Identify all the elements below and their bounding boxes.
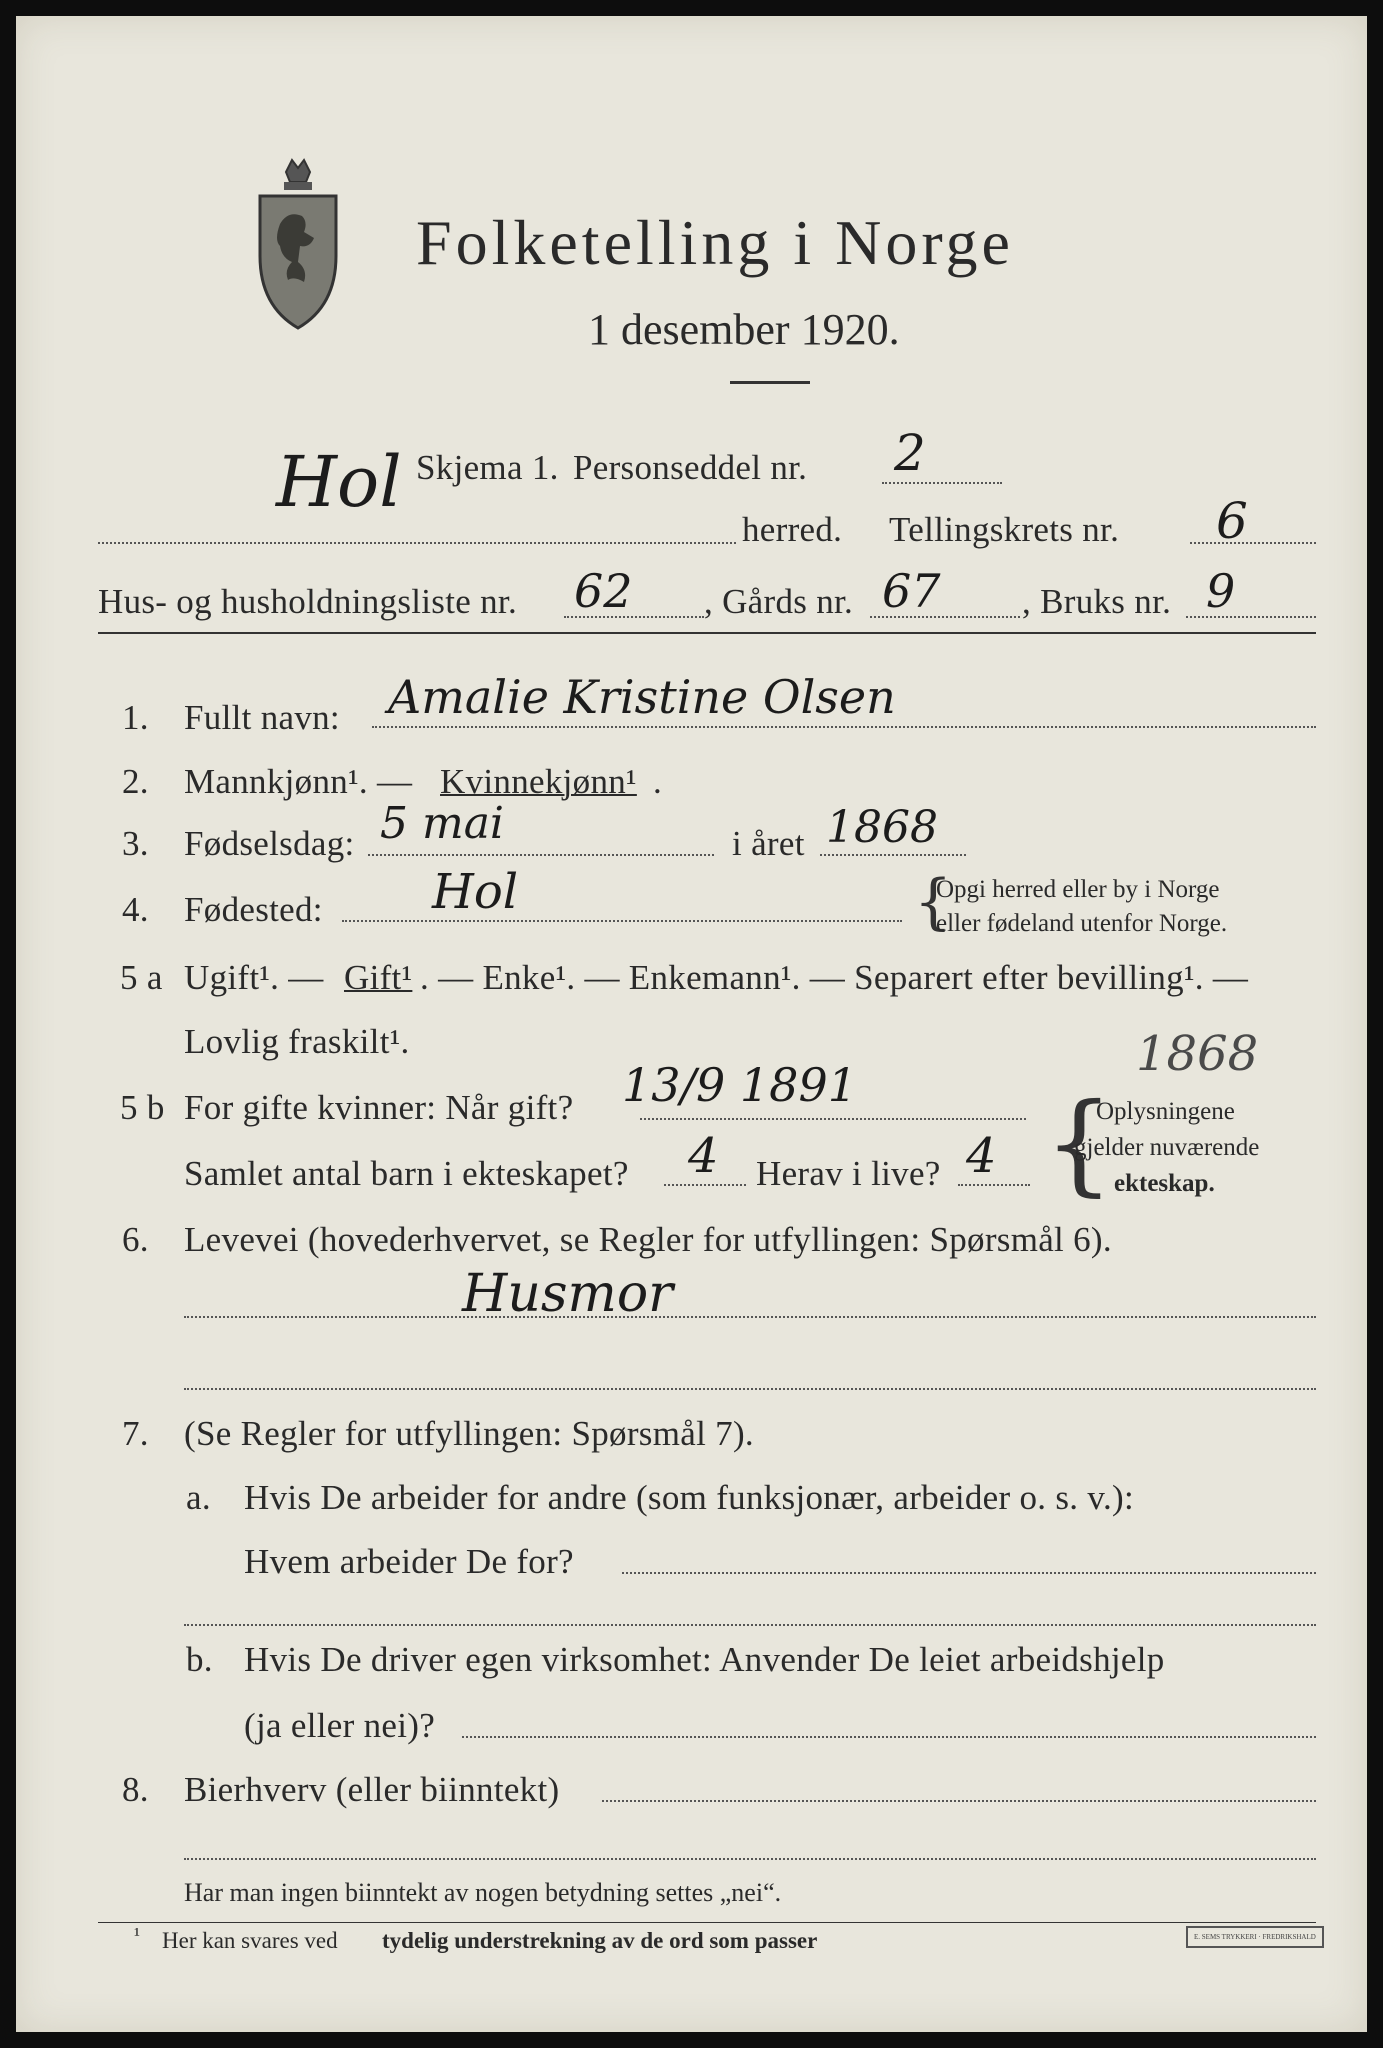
q5a-rest: . — Enke¹. — Enkemann¹. — Separert efter bevilling¹. — — [420, 958, 1249, 997]
q3-aret-line — [820, 854, 966, 856]
q5b-number: 5 b — [120, 1088, 165, 1127]
q7a-text: Hvis De arbeider for andre (som funksjonær, arbeider o. s. v.): — [244, 1478, 1134, 1517]
q7b-text: Hvis De driver egen virksomhet: Anvender De leiet arbeidshjelp — [244, 1640, 1165, 1679]
q7a-line-1 — [622, 1572, 1316, 1574]
q5b-line — [640, 1118, 1026, 1120]
q5b-brace: { — [1044, 1079, 1114, 1207]
personseddel-label: Personseddel nr. — [573, 448, 808, 487]
q7a-line-2 — [184, 1624, 1316, 1626]
q5b-barn-label: Samlet antal barn i ekteskapet? — [184, 1154, 629, 1193]
q7b-question: (ja eller nei)? — [244, 1706, 436, 1745]
q4-value[interactable]: Hol — [432, 864, 519, 920]
q5b-live-line — [958, 1184, 1030, 1186]
form-title: Folketelling i Norge — [416, 207, 1014, 278]
q5b-live-label: Herav i live? — [756, 1154, 941, 1193]
q1-line — [372, 726, 1316, 728]
herred-value[interactable]: Hol — [276, 441, 402, 523]
q5b-barn-value[interactable]: 4 — [688, 1128, 719, 1184]
census-date: 1 desember 1920. — [588, 305, 900, 354]
q5b-live-value[interactable]: 4 — [966, 1128, 997, 1184]
tellingskrets-value[interactable]: 6 — [1216, 492, 1248, 550]
footnote-text-b: tydelig understrekning av de ord som passer — [382, 1928, 818, 1953]
q5b-note-3: ekteskap. — [1114, 1170, 1215, 1197]
q1-number: 1. — [122, 698, 149, 737]
q5b-margin-note: 1868 — [1136, 1026, 1259, 1082]
gards-value[interactable]: 67 — [882, 564, 941, 618]
printer-stamp: E. SEMS TRYKKERI · FREDRIKSHALD — [1186, 1926, 1324, 1948]
footnote-text-a: Her kan svares ved — [162, 1928, 338, 1953]
q2-mann: Mannkjønn¹. — — [184, 762, 413, 801]
q5b-note-2: gjelder nuværende — [1074, 1134, 1260, 1161]
census-form-page — [16, 16, 1367, 2032]
q4-number: 4. — [122, 890, 149, 929]
herred-line — [98, 542, 736, 544]
bruks-label: , Bruks nr. — [1022, 582, 1172, 621]
skjema-label: Skjema 1. — [416, 448, 559, 487]
q3-value[interactable]: 5 mai — [380, 798, 505, 849]
q8-line-1 — [602, 1800, 1316, 1802]
q7a-letter: a. — [186, 1478, 211, 1517]
personseddel-line — [882, 482, 1002, 484]
q8-number: 8. — [122, 1770, 149, 1809]
footnote-divider — [98, 1922, 1316, 1923]
tellingskrets-label: Tellingskrets nr. — [889, 510, 1120, 549]
q5b-label: For gifte kvinner: Når gift? — [184, 1088, 574, 1127]
footnote-mark: ¹ — [134, 1924, 140, 1946]
q5b-barn-line — [664, 1184, 746, 1186]
q7-number: 7. — [122, 1414, 149, 1453]
q2-end: . — [653, 762, 663, 801]
q5a-fraskilt: Lovlig fraskilt¹. — [184, 1022, 410, 1061]
husliste-label: Hus- og husholdningsliste nr. — [98, 582, 517, 621]
q6-line-1 — [184, 1316, 1316, 1318]
q5b-note-1: Oplysningene — [1096, 1098, 1235, 1125]
q4-line — [342, 920, 902, 922]
bruks-value[interactable]: 9 — [1206, 564, 1236, 618]
q8-label: Bierhverv (eller biinntekt) — [184, 1770, 560, 1809]
q1-label: Fullt navn: — [184, 698, 340, 737]
q5a-gift[interactable]: Gift¹ — [344, 958, 413, 997]
gards-label: , Gårds nr. — [704, 582, 854, 621]
q7b-line — [462, 1736, 1316, 1738]
q3-aret-label: i året — [732, 824, 805, 863]
q6-number: 6. — [122, 1220, 149, 1259]
q5a-number: 5 a — [120, 958, 163, 997]
q2-kvinne[interactable]: Kvinnekjønn¹ — [440, 762, 637, 801]
q2-number: 2. — [122, 762, 149, 801]
q6-label: Levevei (hovederhvervet, se Regler for utfyllingen: Spørsmål 6). — [184, 1220, 1112, 1259]
q6-line-2 — [184, 1388, 1316, 1390]
biinntekt-note: Har man ingen biinntekt av nogen betydning settes „nei“. — [184, 1878, 782, 1907]
q7-label: (Se Regler for utfyllingen: Spørsmål 7). — [184, 1414, 754, 1453]
q4-label: Fødested: — [184, 890, 323, 929]
q5b-value[interactable]: 13/9 1891 — [622, 1058, 857, 1112]
q7b-letter: b. — [186, 1640, 213, 1679]
husliste-value[interactable]: 62 — [574, 564, 633, 618]
q5a-ugift: Ugift¹. — — [184, 958, 324, 997]
q3-line — [368, 854, 714, 856]
coat-of-arms-icon — [248, 144, 348, 334]
q7a-question: Hvem arbeider De for? — [244, 1542, 574, 1581]
herred-label: herred. — [742, 510, 843, 549]
personseddel-value[interactable]: 2 — [894, 424, 926, 482]
tellingskrets-line — [1190, 542, 1316, 544]
q4-note-1: Opgi herred eller by i Norge — [936, 876, 1220, 903]
q8-line-2 — [184, 1858, 1316, 1860]
q4-brace: { — [914, 867, 953, 937]
title-divider — [730, 381, 810, 384]
q3-number: 3. — [122, 824, 149, 863]
q1-value[interactable]: Amalie Kristine Olsen — [388, 670, 896, 724]
q6-value[interactable]: Husmor — [462, 1264, 673, 1324]
q3-aret-value[interactable]: 1868 — [826, 802, 938, 853]
q4-note-2: eller fødeland utenfor Norge. — [936, 910, 1228, 937]
q3-label: Fødselsdag: — [184, 824, 355, 863]
section-divider — [98, 632, 1316, 634]
